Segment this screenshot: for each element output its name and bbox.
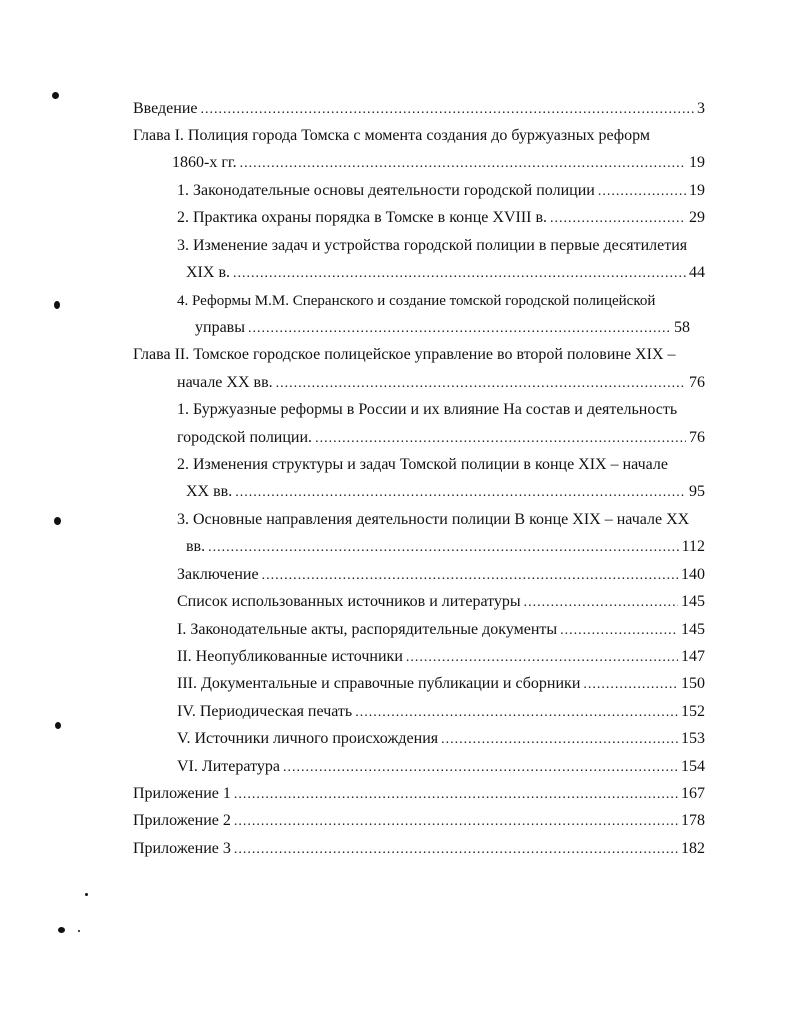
toc-page-number: 58 [674,319,690,336]
dot-leader [234,785,678,805]
scan-mark [52,92,59,99]
toc-entry-title: Приложение 1 [133,785,231,802]
toc-entry-sources-5[interactable] [177,729,705,749]
toc-entry-1-1[interactable] [177,181,705,201]
toc-entry-title: I. Законодательные акты, распорядительные документы [177,621,558,638]
dot-leader [441,730,678,750]
toc-entry-2-1-title[interactable]: 1. Буржуазные реформы в России и их влияние На состав и деятельность [177,401,678,418]
toc-page-number: 140 [681,566,705,583]
scan-mark [85,893,88,896]
toc-entry-title: Введение [133,100,198,117]
toc-page-number: 3 [697,100,705,117]
dot-leader [233,264,686,284]
toc-entry-title: 1860-х гг. [172,154,237,171]
toc-entry-conclusion[interactable] [177,565,705,585]
toc-entry-title: Приложение 3 [133,840,231,857]
toc-entry-sources[interactable] [177,592,705,612]
toc-entry-title: Список использованных источников и литературы [177,593,521,610]
dot-leader [315,429,686,449]
toc-page-number: 29 [689,209,705,226]
toc-entry-title: XX вв. [186,483,233,500]
toc-entry-intro[interactable] [133,99,705,119]
toc-page-number: 145 [681,621,705,638]
scan-mark [58,927,65,933]
toc-entry-2-3[interactable] [186,537,705,557]
toc-entry-title: Заключение [177,566,259,583]
dot-leader [208,538,678,558]
toc-entry-1-2[interactable] [177,208,705,228]
toc-page-number: 182 [681,840,705,857]
toc-page-number: 150 [681,675,705,692]
toc-entry-2-2-title[interactable]: 2. Изменения структуры и задач Томской полиции в конце XIX – начале [177,456,669,473]
toc-page-number: 167 [681,785,705,802]
toc-page-number: 44 [689,264,705,281]
toc-entry-sources-3[interactable] [177,674,705,694]
toc-entry-sources-1[interactable] [177,620,705,640]
dot-leader [524,593,678,613]
toc-entry-1-3-title[interactable]: 3. Изменение задач и устройства городской полиции в первые десятилетия [177,237,688,254]
toc-entry-title: V. Источники личного происхождения [177,730,439,747]
toc-page-number: 112 [681,538,705,555]
dot-leader [234,840,678,860]
toc-entry-1-4[interactable] [195,318,690,338]
toc-entry-sources-2[interactable] [177,647,705,667]
dot-leader [240,154,686,174]
toc-entry-title: начале XX вв. [177,374,273,391]
toc-entry-2-3-title[interactable]: 3. Основные направления деятельности полиции В конце XIX – начале XX [177,511,690,528]
toc-page-number: 19 [689,182,705,199]
toc-page-number: 19 [689,154,705,171]
toc-entry-sources-4[interactable] [177,702,705,722]
toc-page-number: 152 [681,703,705,720]
toc-entry-appendix-3[interactable] [133,839,705,859]
toc-page-number: 76 [689,374,705,391]
toc-entry-title: III. Документальные и справочные публикации и сборники [177,675,581,692]
dot-leader [550,209,686,229]
toc-entry-chapter-2[interactable] [177,373,705,393]
toc-entry-title: Приложение 2 [133,812,231,829]
toc-page-number: 154 [681,758,705,775]
dot-leader [276,374,686,394]
dot-leader [201,100,695,120]
dot-leader [406,648,678,668]
dot-leader [598,182,686,202]
toc-entry-title: управы [195,319,245,336]
toc-entry-title: VI. Литература [177,758,280,775]
toc-page-number: 147 [681,648,705,665]
toc-entry-appendix-1[interactable] [133,784,705,804]
dot-leader [583,675,678,695]
dot-leader [235,483,686,503]
toc-page-number: 95 [689,483,705,500]
dot-leader [560,621,678,641]
dot-leader [248,319,671,339]
dot-leader [355,703,678,723]
scan-mark [78,930,80,932]
toc-entry-title: городской полиции. [177,429,313,446]
scan-mark [55,722,61,729]
toc-entry-2-2[interactable] [186,482,705,502]
toc-entry-title: IV. Периодическая печать [177,703,353,720]
toc-entry-chapter-1[interactable] [172,153,705,173]
toc-entry-2-1[interactable] [177,428,705,448]
toc-entry-title: 2. Практика охраны порядка в Томске в конце XVIII в. [177,209,548,226]
dot-leader [262,566,678,586]
toc-entry-sources-6[interactable] [177,757,705,777]
toc-page-number: 76 [689,429,705,446]
toc-entry-title: XIX в. [186,264,230,281]
scan-mark [54,517,61,525]
toc-entry-title: 1. Законодательные основы деятельности городской полиции [177,182,595,199]
toc-entry-title: II. Неопубликованные источники [177,648,403,665]
toc-chapter-1-title[interactable]: Глава I. Полиция города Томска с момента создания до буржуазных реформ [133,127,651,144]
toc-entry-1-3[interactable] [186,263,705,283]
toc-page-number: 153 [681,730,705,747]
toc-entry-appendix-2[interactable] [133,811,705,831]
dot-leader [283,758,678,778]
toc-entry-title: вв. [186,538,206,555]
dot-leader [234,812,678,832]
toc-chapter-2-title[interactable]: Глава II. Томское городское полицейское управление во второй половине XIX – [133,346,676,363]
toc-page-number: 178 [681,812,705,829]
scan-mark [54,301,60,309]
toc-entry-1-4-title[interactable]: 4. Реформы М.М. Сперанского и создание томской городской полицейской [177,293,656,309]
toc-page-number: 145 [681,593,705,610]
